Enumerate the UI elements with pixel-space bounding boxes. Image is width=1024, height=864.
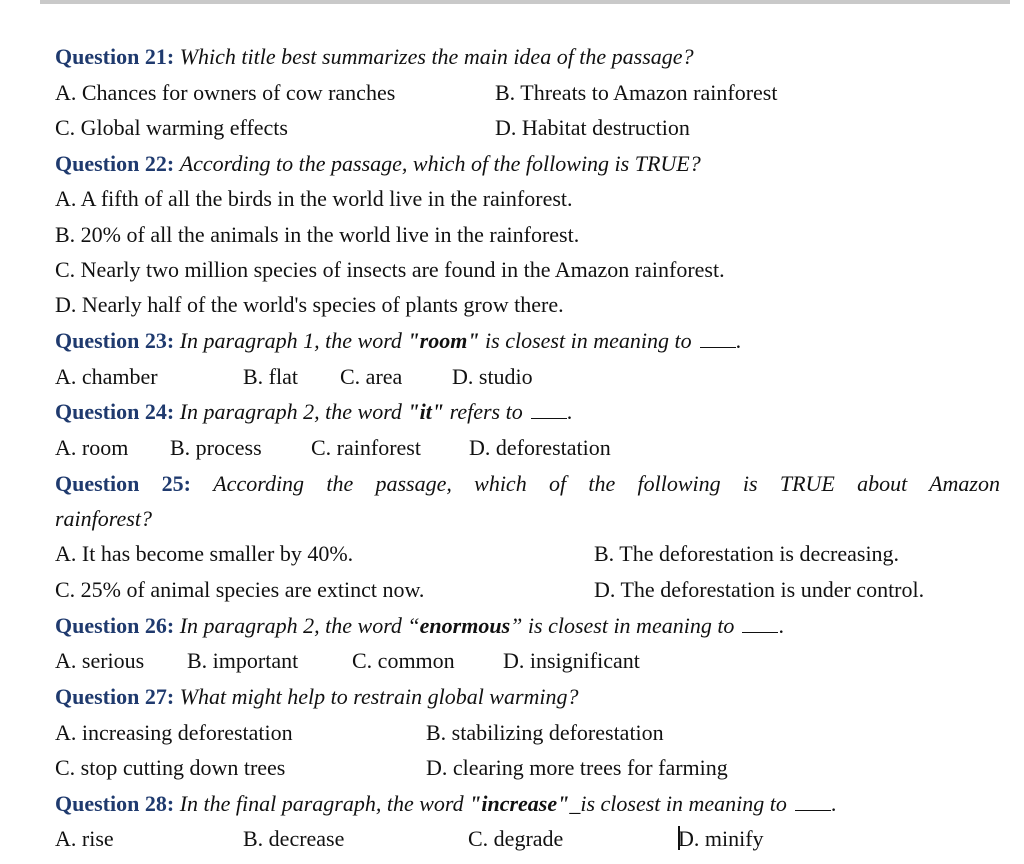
question-text-before: In paragraph 2, the word “	[179, 613, 420, 638]
option-25-d: D. The deforestation is under control.	[594, 577, 925, 602]
question-text: Which title best summarizes the main idea of the passage?	[179, 44, 694, 69]
question-end: .	[778, 613, 784, 638]
question-text-before: In paragraph 1, the word	[179, 328, 402, 353]
option-22-b: B. 20% of all the animals in the world live in the rainforest.	[55, 222, 580, 247]
question-number: Question 26:	[55, 613, 175, 638]
question-keyword: enormous	[419, 613, 511, 638]
option-26-a: A. serious	[55, 648, 145, 673]
question-text: According to the passage, which of the following is TRUE?	[179, 151, 701, 176]
answer-blank	[742, 614, 778, 633]
option-28-c: C. degrade	[468, 826, 564, 851]
question-text-line2: rainforest?	[55, 506, 152, 531]
option-27-c: C. stop cutting down trees	[55, 755, 286, 780]
question-keyword: "it"	[407, 399, 445, 424]
question-number: Question 22:	[55, 151, 175, 176]
option-23-b: B. flat	[243, 364, 298, 389]
option-24-b: B. process	[170, 435, 262, 460]
question-text-before: In the final paragraph, the word	[179, 791, 464, 816]
question-text-after: _is closest in meaning to	[569, 791, 787, 816]
question-27	[55, 684, 579, 710]
option-21-d: D. Habitat destruction	[495, 115, 690, 140]
option-27-b: B. stabilizing deforestation	[426, 720, 664, 745]
question-24	[55, 399, 572, 425]
option-23-a: A. chamber	[55, 364, 158, 389]
question-number: Question 28:	[55, 791, 175, 816]
question-number: Question 21:	[55, 44, 175, 69]
question-text-after: refers to	[449, 399, 523, 424]
question-text-before: In paragraph 2, the word	[179, 399, 402, 424]
option-25-a: A. It has become smaller by 40%.	[55, 541, 354, 566]
question-25	[55, 471, 1000, 497]
question-26	[55, 613, 784, 639]
option-25-c: C. 25% of animal species are extinct now.	[55, 577, 425, 602]
option-23-d: D. studio	[452, 364, 533, 389]
question-text-after: is closest in meaning to	[485, 328, 692, 353]
question-28	[55, 791, 836, 817]
question-end: .	[735, 328, 742, 353]
option-22-a: A. A fifth of all the birds in the world live in the rainforest.	[55, 186, 573, 211]
question-text: What might help to restrain global warming?	[179, 684, 579, 709]
question-keyword: "increase"	[469, 791, 570, 816]
option-21-c: C. Global warming effects	[55, 115, 288, 140]
option-21-b: B. Threats to Amazon rainforest	[495, 80, 778, 105]
question-number: Question 23:	[55, 328, 175, 353]
option-24-c: C. rainforest	[311, 435, 421, 460]
question-keyword: "room"	[407, 328, 480, 353]
option-24-a: A. room	[55, 435, 129, 460]
option-25-b: B. The deforestation is decreasing.	[594, 541, 900, 566]
option-28-a: A. rise	[55, 826, 114, 851]
answer-blank	[795, 792, 831, 811]
question-number: Question 24:	[55, 399, 175, 424]
question-number: Question 25:	[55, 471, 191, 496]
question-end: .	[566, 399, 573, 424]
option-26-c: C. common	[352, 648, 455, 673]
option-27-a: A. increasing deforestation	[55, 720, 293, 745]
option-27-d: D. clearing more trees for farming	[426, 755, 728, 780]
option-21-a: A. Chances for owners of cow ranches	[55, 80, 396, 105]
question-25-continued	[55, 506, 152, 532]
answer-blank	[700, 329, 736, 348]
option-23-c: C. area	[340, 364, 403, 389]
question-text-line1: According the passage, which of the following is TRUE about Amazon	[213, 471, 1000, 496]
option-26-b: B. important	[187, 648, 299, 673]
option-28-d: D. minify	[678, 826, 764, 851]
question-end: .	[830, 791, 837, 816]
question-21	[55, 44, 694, 70]
option-26-d: D. insignificant	[503, 648, 640, 673]
option-24-d: D. deforestation	[469, 435, 611, 460]
question-22	[55, 151, 701, 177]
question-number: Question 27:	[55, 684, 175, 709]
option-22-c: C. Nearly two million species of insects are found in the Amazon rainforest.	[55, 257, 725, 282]
question-23	[55, 328, 741, 354]
answer-blank	[531, 400, 567, 419]
option-28-b: B. decrease	[243, 826, 345, 851]
option-28-d-wrap	[678, 826, 764, 852]
option-22-d: D. Nearly half of the world's species of plants grow there.	[55, 292, 564, 317]
question-text-after: ” is closest in meaning to	[510, 613, 735, 638]
